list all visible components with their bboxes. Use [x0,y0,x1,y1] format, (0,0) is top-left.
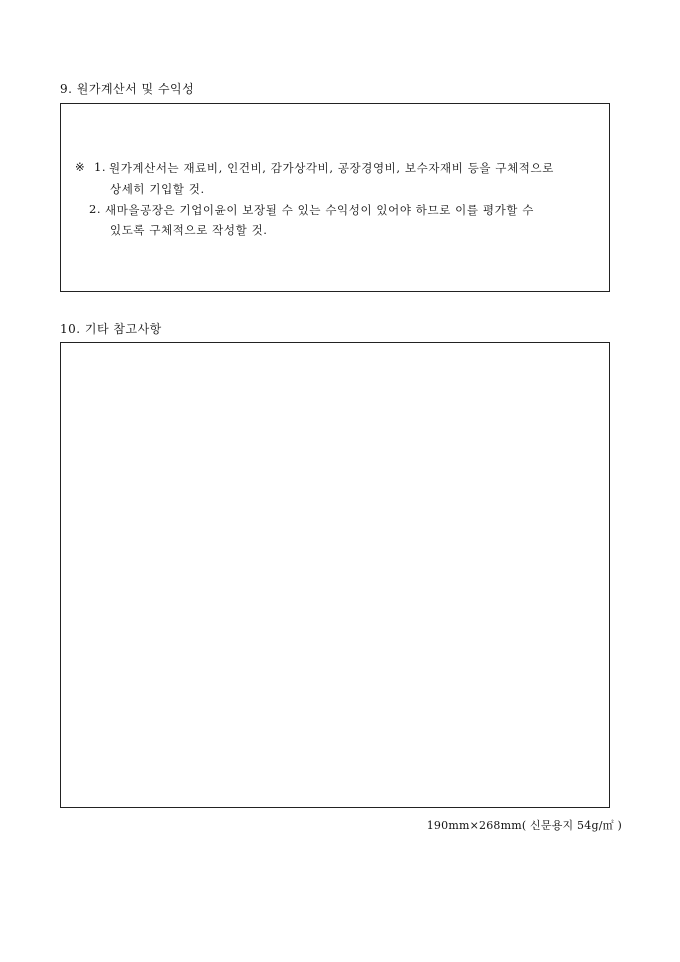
note-1-line-2: 상세히 기입할 것. [110,182,205,196]
section-10-heading: 10. 기타 참고사항 [60,322,162,336]
note-2-line-2: 있도록 구체적으로 작성할 것. [110,223,268,237]
note-2-line-1: 새마을공장은 기업이윤이 보장될 수 있는 수익성이 있어야 하므로 이를 평가할 수 [105,203,534,217]
note-1-number: 1. [94,160,107,174]
section-10-input-box[interactable] [60,342,610,808]
reference-mark: ※ [75,160,86,174]
note-2-number: 2. [89,202,102,216]
section-9-heading: 9. 원가계산서 및 수익성 [60,82,195,96]
section-9-notes-box [60,103,610,292]
note-1-line-1: 원가계산서는 재료비, 인건비, 감가상각비, 공장경영비, 보수자재비 등을 구체적으로 [109,161,554,175]
paper-spec-footer: 190mm×268mm( 신문용지 54g/㎡ ) [426,819,622,832]
